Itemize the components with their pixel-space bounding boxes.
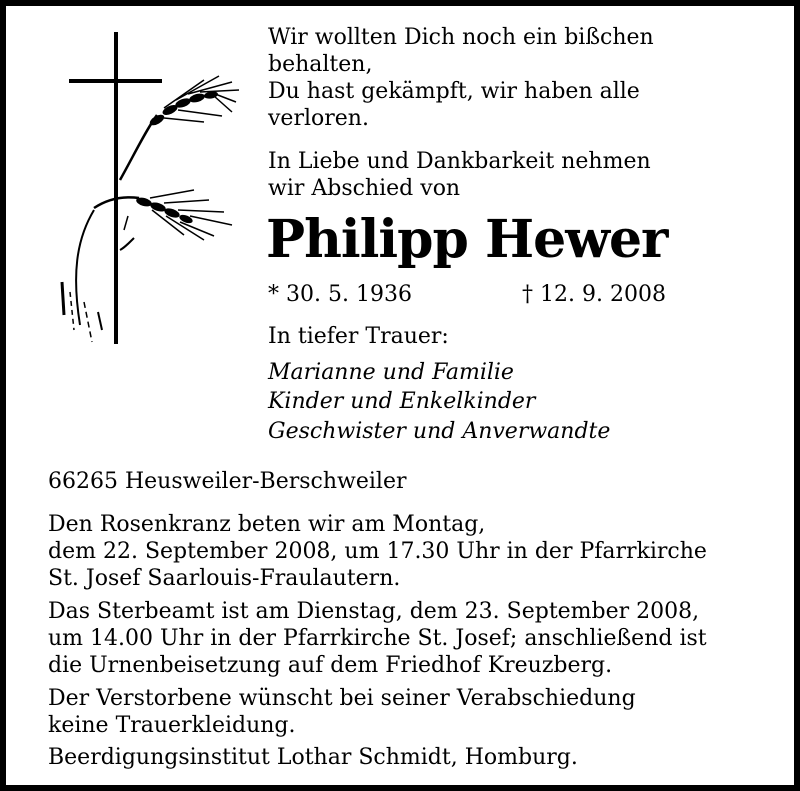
mourner-line: Geschwister und Anverwandte bbox=[268, 419, 611, 444]
wish-line: Der Verstorbene wünscht bei seiner Verabschiedung bbox=[48, 686, 636, 711]
requiem-line: Das Sterbeamt ist am Dienstag, dem 23. September 2008, bbox=[48, 599, 700, 624]
verse-line: verloren. bbox=[268, 106, 369, 131]
verse-line: Du hast gekämpft, wir haben alle bbox=[268, 79, 640, 104]
mourning-label: In tiefer Trauer: bbox=[268, 324, 449, 349]
rosary-line: St. Josef Saarlouis-Fraulautern. bbox=[48, 566, 401, 591]
intro-line: wir Abschied von bbox=[268, 176, 461, 201]
requiem-line: die Urnenbeisetzung auf dem Friedhof Kreuzberg. bbox=[48, 653, 613, 678]
rosary-line: dem 22. September 2008, um 17.30 Uhr in der Pfarrkirche bbox=[48, 539, 707, 564]
mourner-line: Marianne und Familie bbox=[268, 360, 514, 385]
cross-with-wheat-icon bbox=[54, 30, 254, 350]
location: 66265 Heusweiler-Berschweiler bbox=[48, 469, 407, 494]
requiem-line: um 14.00 Uhr in der Pfarrkirche St. Josef; anschließend ist bbox=[48, 626, 707, 651]
verse-line: Wir wollten Dich noch ein bißchen bbox=[268, 25, 654, 50]
intro-line: In Liebe und Dankbarkeit nehmen bbox=[268, 149, 651, 174]
deceased-name: Philipp Hewer bbox=[266, 209, 668, 270]
rosary-line: Den Rosenkranz beten wir am Montag, bbox=[48, 512, 486, 537]
mourner-line: Kinder und Enkelkinder bbox=[268, 389, 536, 414]
death-date: † 12. 9. 2008 bbox=[522, 282, 666, 307]
birth-date: * 30. 5. 1936 bbox=[268, 282, 412, 307]
undertaker: Beerdigungsinstitut Lothar Schmidt, Homburg. bbox=[48, 745, 578, 770]
wish-line: keine Trauerkleidung. bbox=[48, 713, 296, 738]
verse-line: behalten, bbox=[268, 52, 373, 77]
